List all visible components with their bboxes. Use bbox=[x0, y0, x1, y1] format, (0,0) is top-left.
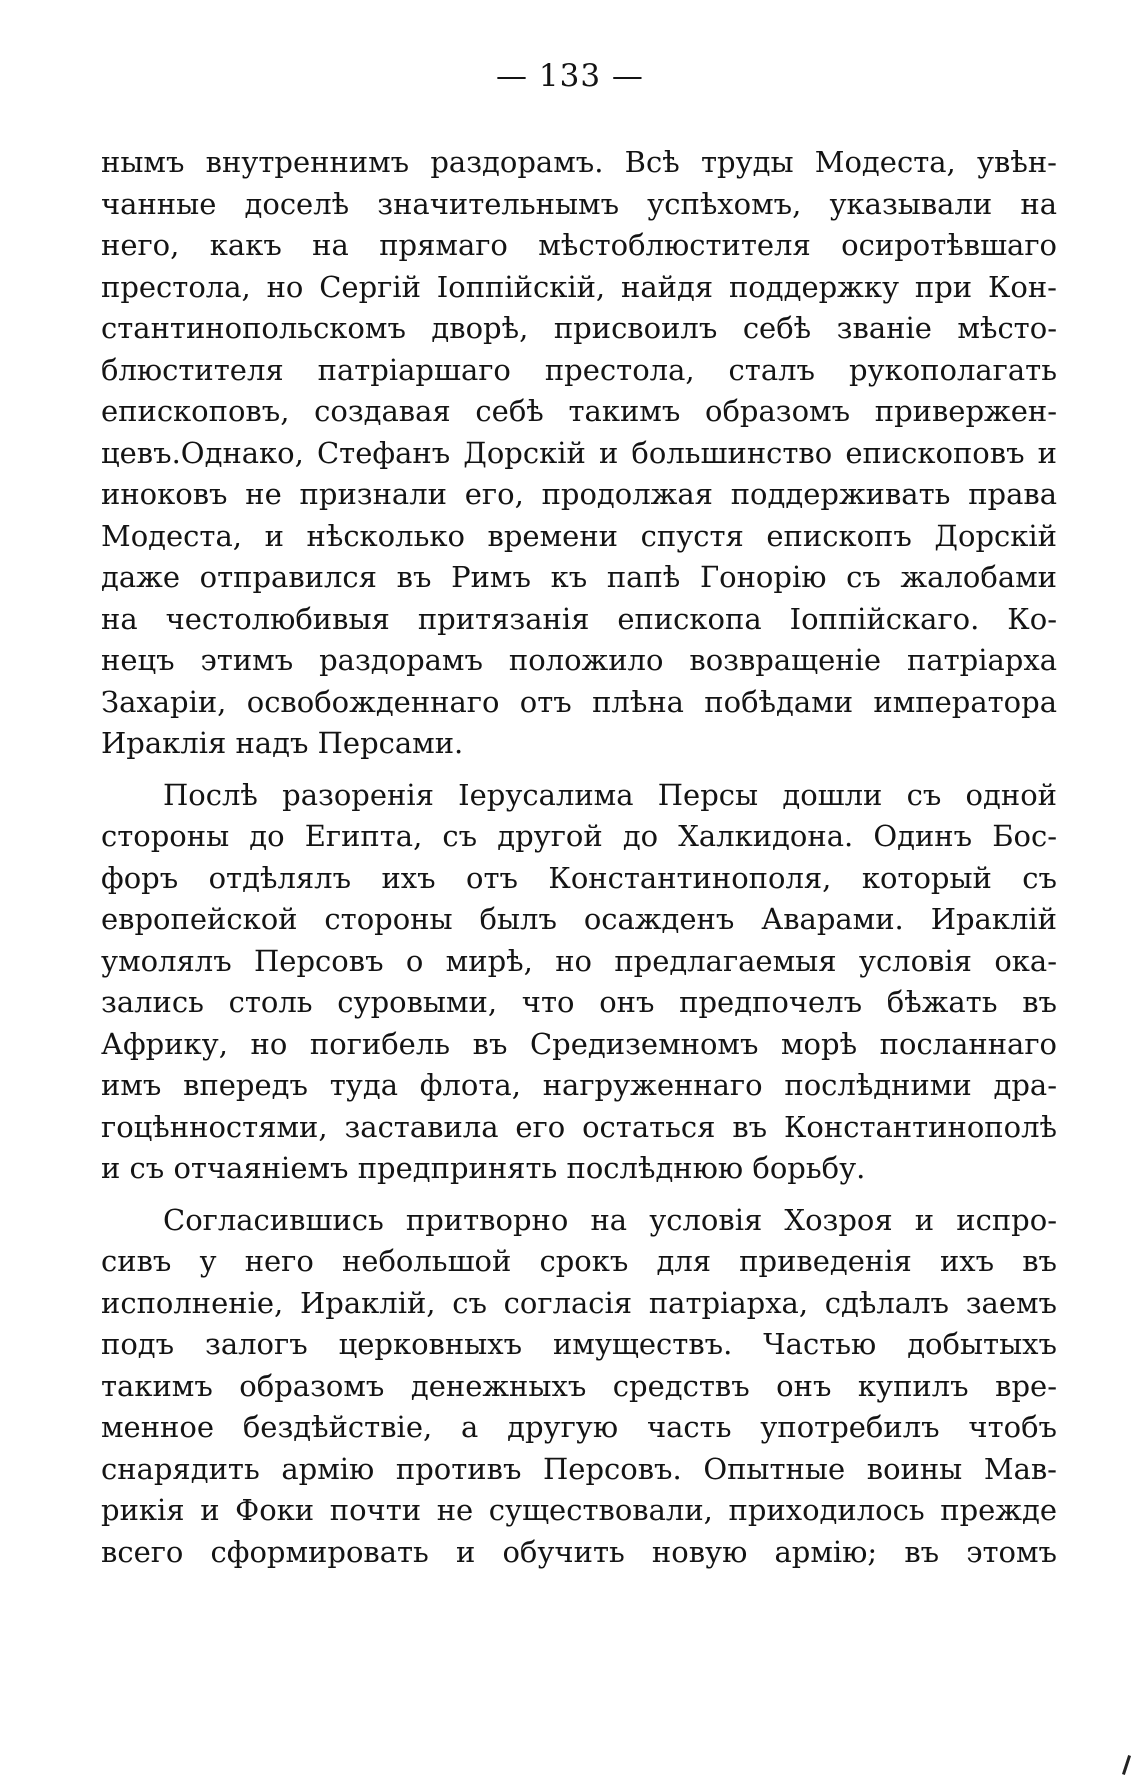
text-line: стороны до Египта, съ другой до Халкидона. Одинъ Бос- bbox=[101, 819, 1057, 853]
text-line: чанные доселѣ значительнымъ успѣхомъ, указывали на bbox=[101, 186, 1057, 221]
text-line: нымъ внутреннимъ раздорамъ. Всѣ труды Модеста, увѣн- bbox=[101, 145, 1057, 179]
text-line: зались столь суровыми, что онъ предпочелъ бѣжать въ bbox=[101, 985, 1057, 1019]
text-line: нецъ этимъ раздорамъ положило возвращеніе патріарха bbox=[101, 643, 1057, 677]
text-line: гоцѣнностями, заставила его остаться въ Константинополѣ bbox=[101, 1109, 1057, 1144]
text-line: цевъ.Однако, Стефанъ Дорскій и большинство епископовъ и bbox=[101, 435, 1057, 470]
text-line: Модеста, и нѣсколько времени спустя епископъ Дорскій bbox=[101, 518, 1057, 553]
text-line: на честолюбивыя притязанія епископа Іоппійскаго. Ко- bbox=[101, 601, 1057, 636]
text-line: Захаріи, освобожденнаго отъ плѣна побѣдами императора bbox=[101, 684, 1057, 719]
text-line: иноковъ не признали его, продолжая поддерживать права bbox=[101, 477, 1057, 511]
text-line: форъ отдѣлялъ ихъ отъ Константинополя, который съ bbox=[101, 860, 1057, 895]
paragraph-3 bbox=[101, 1200, 1057, 1574]
text-line: и съ отчаяніемъ предпринять послѣднюю борьбу. bbox=[101, 1151, 866, 1185]
text-line: имъ впередъ туда флота, нагруженнаго послѣдними дра- bbox=[101, 1068, 1057, 1102]
text-line: него, какъ на прямаго мѣстоблюстителя осиротѣвшаго bbox=[101, 228, 1057, 262]
page-number: — 133 — bbox=[496, 58, 644, 94]
text-line: всего сформировать и обучить новую армію; въ этомъ bbox=[101, 1534, 1057, 1569]
text-line: Ираклія надъ Персами. bbox=[101, 726, 464, 760]
text-line: епископовъ, создавая себѣ такимъ образомъ привержен- bbox=[101, 394, 1057, 428]
paragraph-2 bbox=[101, 775, 1057, 1190]
body-text bbox=[101, 142, 1057, 1573]
text-line: Африку, но погибель въ Средиземномъ морѣ посланнаго bbox=[101, 1026, 1057, 1061]
text-line: такимъ образомъ денежныхъ средствъ онъ купилъ вре- bbox=[101, 1368, 1057, 1403]
text-line: рикія и Фоки почти не существовали, приходилось прежде bbox=[101, 1493, 1057, 1527]
text-line: снарядить армію противъ Персовъ. Опытные воины Мав- bbox=[101, 1451, 1057, 1486]
ink-mark bbox=[1122, 1755, 1131, 1775]
text-line: престола, но Сергій Іоппійскій, найдя поддержку при Кон- bbox=[101, 269, 1057, 304]
text-line: подъ залогъ церковныхъ имуществъ. Частью добытыхъ bbox=[101, 1327, 1057, 1361]
text-line: сивъ у него небольшой срокъ для приведенія ихъ въ bbox=[101, 1244, 1057, 1278]
text-line: Послѣ разоренія Іерусалима Персы дошли съ одной bbox=[163, 777, 1057, 812]
text-line: исполненіе, Ираклій, съ согласія патріарха, сдѣлалъ заемъ bbox=[101, 1285, 1057, 1320]
text-line: даже отправился въ Римъ къ папѣ Гонорію съ жалобами bbox=[101, 560, 1057, 594]
paragraph-1 bbox=[101, 142, 1057, 765]
text-line: менное бездѣйствіе, а другую часть употребилъ чтобъ bbox=[101, 1410, 1057, 1444]
text-line: блюстителя патріаршаго престола, сталъ рукополагать bbox=[101, 352, 1057, 387]
text-line: Согласившись притворно на условія Хозроя и испро- bbox=[163, 1202, 1057, 1237]
text-line: умолялъ Персовъ о мирѣ, но предлагаемыя условія ока- bbox=[101, 943, 1057, 978]
text-line: европейской стороны былъ осажденъ Аварами. Ираклій bbox=[101, 902, 1057, 936]
text-line: стантинопольскомъ дворѣ, присвоилъ себѣ званіе мѣсто- bbox=[101, 311, 1057, 345]
